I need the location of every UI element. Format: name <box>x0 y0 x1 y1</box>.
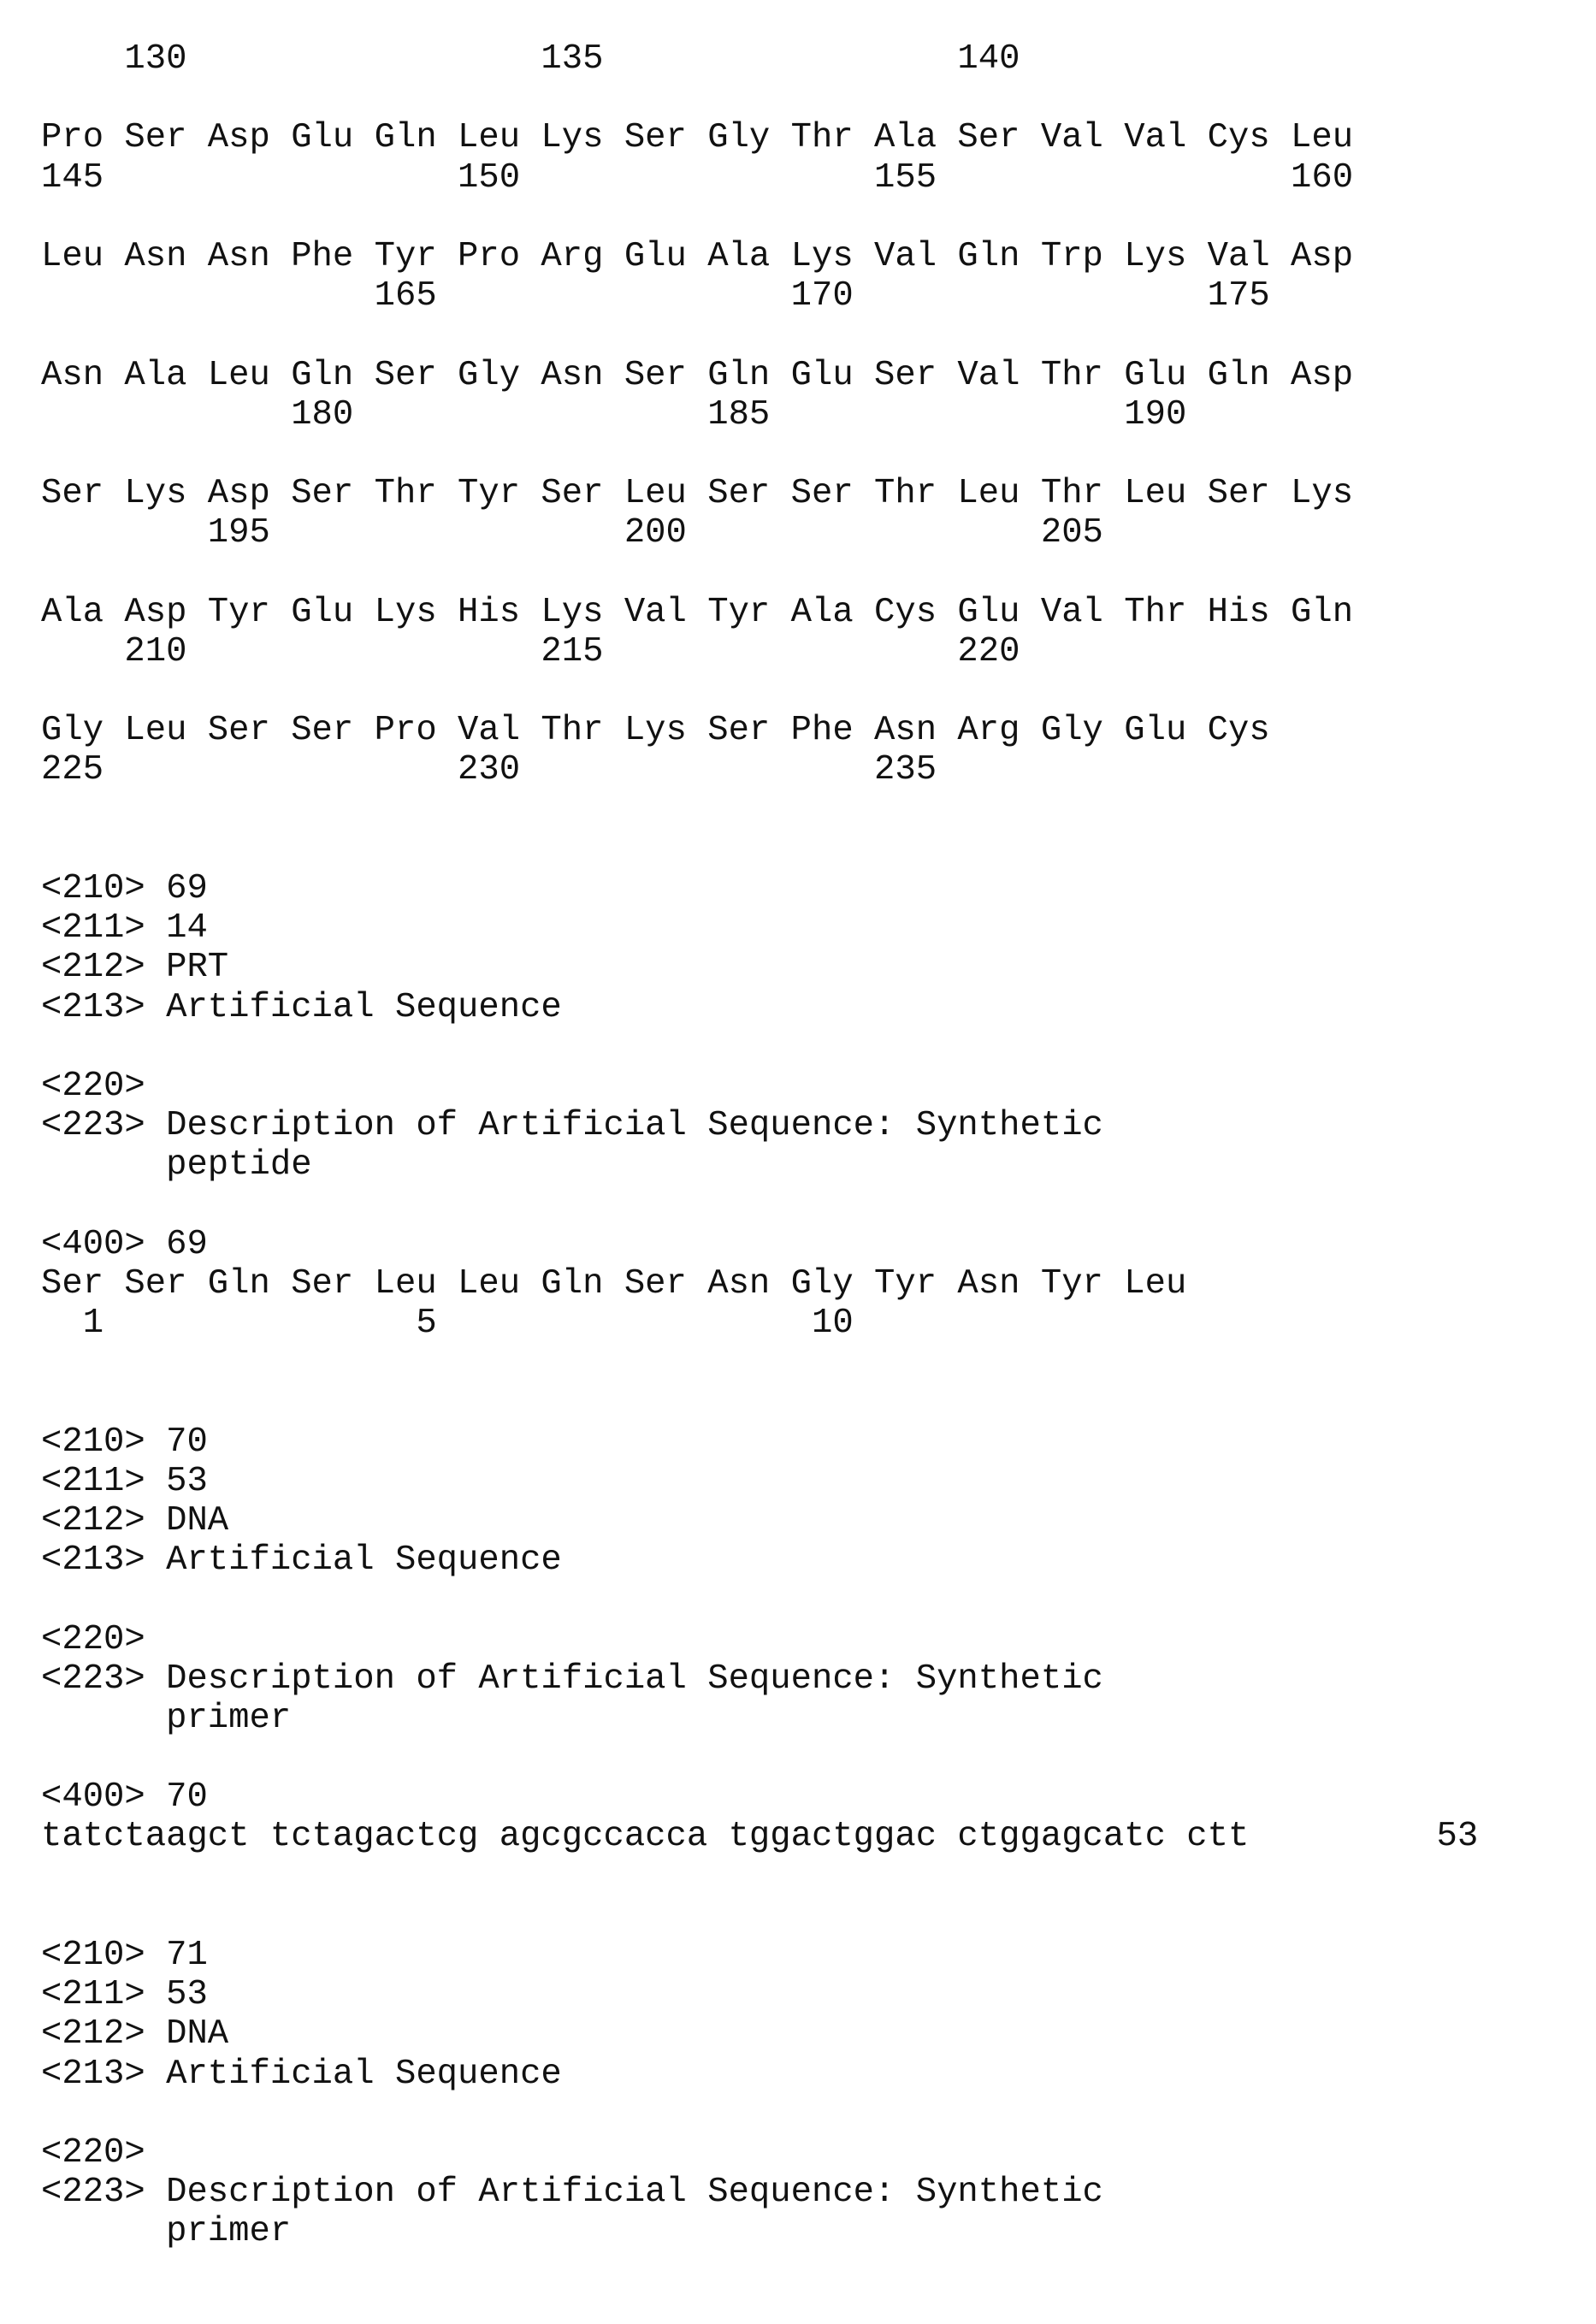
text-line: 225 230 235 <box>41 750 1478 789</box>
sequence-listing-page <box>41 39 1478 2252</box>
text-line: 1 5 10 <box>41 1304 1478 1343</box>
text-line <box>41 790 1478 830</box>
text-line: <211> 14 <box>41 908 1478 948</box>
text-line <box>41 1343 1478 1382</box>
text-line: <213> Artificial Sequence <box>41 2055 1478 2094</box>
text-line: Pro Ser Asp Glu Gln Leu Lys Ser Gly Thr Ala Ser Val Val Cys Leu <box>41 118 1478 157</box>
text-line <box>41 1738 1478 1777</box>
text-line <box>41 1580 1478 1619</box>
text-line <box>41 553 1478 592</box>
text-line: <400> 70 <box>41 1777 1478 1817</box>
text-line: <400> 69 <box>41 1225 1478 1264</box>
text-line: 145 150 155 160 <box>41 158 1478 198</box>
text-line: <211> 53 <box>41 1462 1478 1501</box>
text-line <box>41 1382 1478 1422</box>
text-line <box>41 79 1478 118</box>
text-line: Leu Asn Asn Phe Tyr Pro Arg Glu Ala Lys Val Gln Trp Lys Val Asp <box>41 237 1478 276</box>
text-line: Asn Ala Leu Gln Ser Gly Asn Ser Gln Glu Ser Val Thr Glu Gln Asp <box>41 356 1478 395</box>
text-line: primer <box>41 2212 1478 2251</box>
text-line: <223> Description of Artificial Sequence: Synthetic <box>41 2173 1478 2212</box>
text-line <box>41 2094 1478 2133</box>
text-line <box>41 198 1478 237</box>
text-line: <212> DNA <box>41 1501 1478 1540</box>
text-line: peptide <box>41 1145 1478 1185</box>
text-line: <223> Description of Artificial Sequence: Synthetic <box>41 1106 1478 1145</box>
text-line: <220> <box>41 1620 1478 1659</box>
text-line: <211> 53 <box>41 1975 1478 2014</box>
text-line <box>41 435 1478 474</box>
text-line <box>41 1185 1478 1224</box>
text-line: 130 135 140 <box>41 39 1478 79</box>
text-line: <220> <box>41 1067 1478 1106</box>
text-line: 195 200 205 <box>41 513 1478 553</box>
text-line: <212> PRT <box>41 948 1478 987</box>
text-line: Ser Ser Gln Ser Leu Leu Gln Ser Asn Gly Tyr Asn Tyr Leu <box>41 1264 1478 1304</box>
text-line: primer <box>41 1699 1478 1738</box>
text-line: <213> Artificial Sequence <box>41 988 1478 1027</box>
text-line: <210> 71 <box>41 1936 1478 1975</box>
text-line <box>41 830 1478 869</box>
text-line: 210 215 220 <box>41 632 1478 671</box>
text-line <box>41 316 1478 355</box>
text-line <box>41 1896 1478 1936</box>
text-line: tatctaagct tctagactcg agcgccacca tggactggac ctggagcatc ctt 53 <box>41 1817 1478 1856</box>
text-line: <210> 69 <box>41 869 1478 908</box>
text-line: <223> Description of Artificial Sequence: Synthetic <box>41 1659 1478 1699</box>
text-line: <210> 70 <box>41 1422 1478 1462</box>
text-line: 180 185 190 <box>41 395 1478 435</box>
text-line: Ser Lys Asp Ser Thr Tyr Ser Leu Ser Ser Thr Leu Thr Leu Ser Lys <box>41 474 1478 513</box>
text-line: 165 170 175 <box>41 276 1478 316</box>
text-line: <220> <box>41 2133 1478 2173</box>
text-line: <212> DNA <box>41 2014 1478 2054</box>
text-line: Ala Asp Tyr Glu Lys His Lys Val Tyr Ala Cys Glu Val Thr His Gln <box>41 593 1478 632</box>
text-line <box>41 1027 1478 1067</box>
text-line: <213> Artificial Sequence <box>41 1540 1478 1580</box>
text-line <box>41 671 1478 711</box>
text-line: Gly Leu Ser Ser Pro Val Thr Lys Ser Phe Asn Arg Gly Glu Cys <box>41 711 1478 750</box>
text-line <box>41 1857 1478 1896</box>
